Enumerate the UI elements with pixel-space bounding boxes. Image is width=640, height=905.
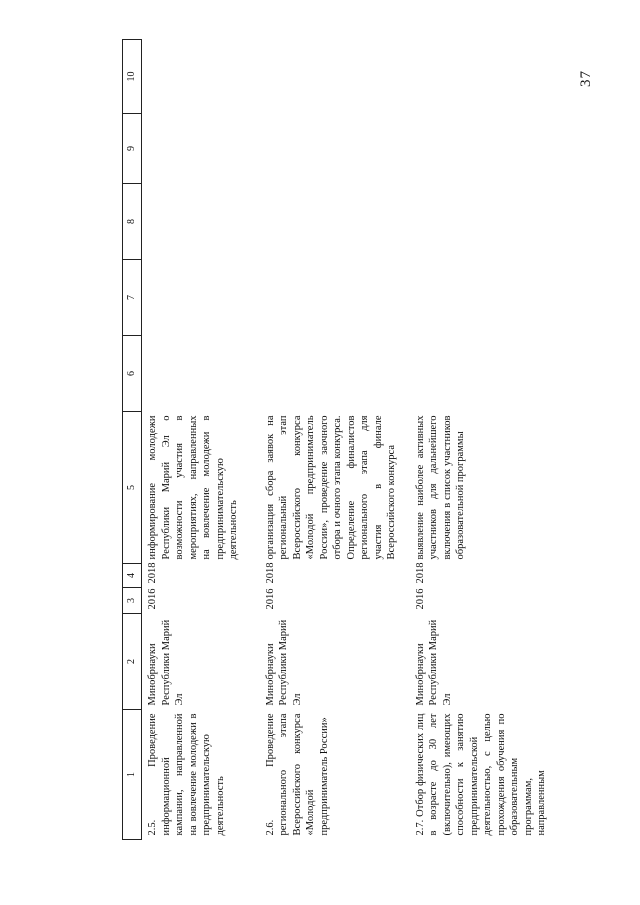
row-2-7-executor: Минобрнауки Республики Марий Эл [414, 619, 453, 706]
row-2-7-col-9 [410, 114, 555, 184]
row-2-5-col-9 [142, 114, 260, 184]
row-2-5-executor: Минобрнауки Республики Марий Эл [147, 619, 185, 706]
header-col-6: 6 [123, 336, 142, 412]
row-2-5-result: информирование молодежи Республики Марий Эл о возможности участия в мероприятиях, направленных на вовлечение молодежи в предпринимательскую деятельность [147, 415, 239, 560]
row-2-7-col-8 [410, 184, 555, 260]
row-2-7-start-year: 2016 [414, 588, 426, 610]
row-2-5-activity: 2.5. Проведение информационной кампании, направленной на вовлечение молодежи в предпринимательскую деятельность [147, 713, 226, 836]
row-2-5-start-year: 2016 [147, 588, 158, 610]
row-2-6-result: организация сбора заявок на региональный этап Всероссийского конкурса «Молодой предприниматель России», проведение заочного отбора и очного этапа конкурса. Определение финалистов регионального этапа для участия в финале Всероссийского конкурса [264, 415, 397, 560]
program-table [122, 39, 555, 840]
row-2-6-col-10 [260, 40, 410, 114]
row-2-7-col-6 [410, 336, 555, 412]
row-2-6-col-6 [260, 336, 410, 412]
table-row [142, 40, 260, 840]
row-2-6-col-9 [260, 114, 410, 184]
row-2-5-col-7 [142, 260, 260, 336]
header-col-2: 2 [123, 614, 142, 710]
row-2-6-executor: Минобрнауки Республики Марий Эл [264, 619, 303, 706]
header-col-10: 10 [123, 40, 142, 114]
header-col-5: 5 [123, 412, 142, 564]
header-col-8: 8 [123, 184, 142, 260]
row-2-6-start-year: 2016 [264, 588, 276, 610]
row-2-6-activity: 2.6. Проведение регионального этапа Всероссийского конкурса «Молодой предприниматель России» [264, 713, 330, 836]
row-2-5-end-year: 2018 [147, 562, 158, 584]
row-2-5-col-6 [142, 336, 260, 412]
table-row [410, 40, 555, 840]
rotated-table-wrapper [122, 40, 547, 840]
row-2-5-col-10 [142, 40, 260, 114]
row-2-6-col-7 [260, 260, 410, 336]
header-col-3: 3 [123, 588, 142, 614]
header-col-4: 4 [123, 564, 142, 588]
row-2-7-col-10 [410, 40, 555, 114]
header-col-1: 1 [123, 710, 142, 840]
row-2-6-end-year: 2018 [264, 562, 276, 584]
row-2-7-result: выявление наиболее активных участников для дальнейшего включения в список участников образовательной программы [414, 415, 466, 560]
header-col-9: 9 [123, 114, 142, 184]
row-2-7-col-7 [410, 260, 555, 336]
row-2-7-end-year: 2018 [414, 562, 426, 584]
table-row [260, 40, 410, 840]
header-col-7: 7 [123, 260, 142, 336]
row-2-6-col-8 [260, 184, 410, 260]
page-number: 37 [578, 70, 594, 87]
header-row [123, 40, 142, 840]
row-2-5-col-8 [142, 184, 260, 260]
row-2-7-activity: 2.7. Отбор физических лиц в возрасте до 30 лет (включительно), имеющих способности к занятию предпринимательской деятельностью, с целью прохождения обучения по образовательным программам, направленным [414, 713, 547, 836]
